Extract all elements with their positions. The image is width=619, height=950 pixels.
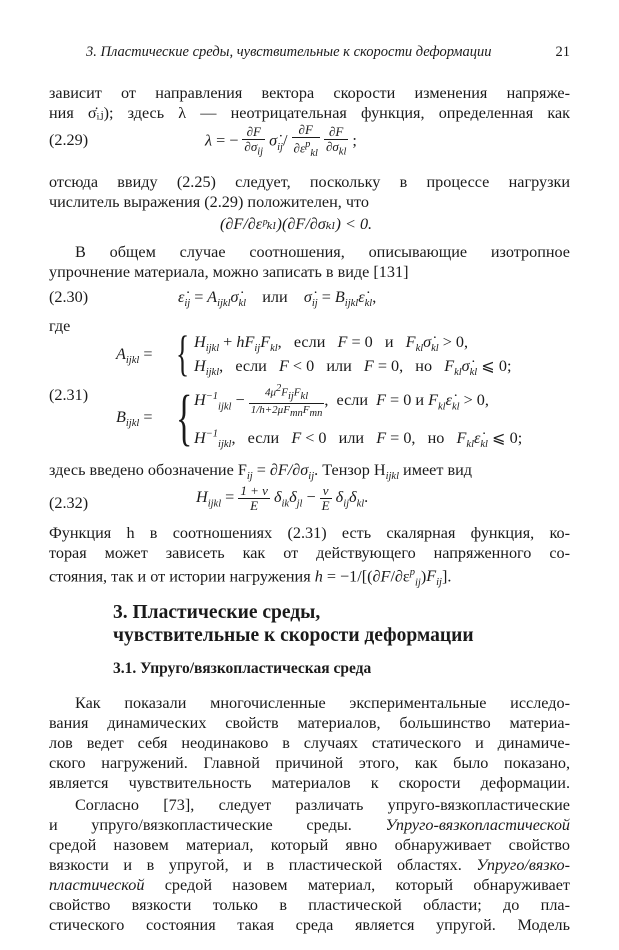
equation-a-lhs: $A_{ijkl}$ = — [116, 345, 153, 367]
equation-2-29: λ = − $\frac{\partial F}{\partial\sigma_{ij}}$ $\sigmȧ_{ij}/$ $\frac{\partial F}{\partial\varepsilon^p_{kl}}$ $\frac{\partial F}{\partial\sigma_{kl}}$ ; — [205, 122, 357, 159]
text-line: пластической средой назовем материал, который обнаруживает — [49, 876, 570, 894]
equation-2-32: $H_{ijkl}$ = $\frac{1 + \nu}{E}$ $\delta_{ik}\delta_{jl}$ − $\frac{\nu}{E}$ $\delta_{ij}\delta_{kl}$. — [196, 483, 369, 513]
equation-number: (2.30) — [49, 288, 89, 306]
text-line: стического состояния такая среда является упругой. Модель — [49, 916, 570, 934]
inequality: (∂F/∂εᵖₖₗ)(∂F/∂σₖₗ) < 0. — [220, 215, 373, 233]
subsection-title: 3.1. Упруго/вязкопластическая среда — [113, 660, 372, 677]
text-line: упрочнение материала, можно записать в виде [131] — [49, 263, 409, 281]
text-line: зависит от направления вектора скорости изменения напряже- — [49, 84, 570, 102]
left-brace: { — [176, 325, 190, 381]
text-line: Как показали многочисленные экспериментальные исследо- — [75, 694, 570, 712]
section-title: 3. Пластические среды, — [113, 602, 321, 623]
text-line: В общем случае соотношения, описывающие изотропное — [75, 243, 570, 261]
text-line: ского нагружений. Главной причиной этого, как было показано, — [49, 754, 570, 772]
running-title: 3. Пластические среды, чувствительные к скорости деформации — [86, 44, 492, 60]
text-line: Согласно [73], следует различать упруго-вязкопластические — [75, 796, 570, 814]
text-line: вязкости и в упругой, и в пластической областях. Упруго/вязко- — [49, 856, 571, 874]
text-line: средой назовем материал, который явно обнаруживает свойство — [49, 836, 570, 854]
word-or: или — [262, 288, 288, 306]
text-line: вания динамических свойств материалов, большинство материа- — [49, 714, 570, 732]
text-line: является чувствительность материалов к скорости деформации. — [49, 774, 570, 792]
text-line: числитель выражения (2.29) положителен, что — [49, 193, 369, 211]
equation-number: (2.32) — [49, 494, 89, 512]
section-title: чувствительные к скорости деформации — [113, 625, 474, 646]
equation-b-case1: $H^{-1}_{ijkl}$ − $\frac{4\mu^2F_{ij}F_{kl}}{1/h+2\mu F_{mn}F_{mn}}$ , если F = 0 и $F_{kl}\varepsiloṅ_{kl} > 0$, — [194, 383, 489, 420]
page-number: 21 — [555, 44, 570, 60]
equation-a-case2: $H_{ijkl}$, если F < 0 или F = 0, но $F_{kl}\sigmȧ_{kl}$ ⩽ 0; — [194, 357, 512, 379]
equation-2-30: $\varepsiloṅ_{ij}$ = $A_{ijkl}\sigmȧ_{kl}$ или $\sigmȧ_{ij}$ = $B_{ijkl}\varepsiloṅ_{kl}$, — [178, 288, 377, 310]
text-line: ния σ̇ᵢⱼ); здесь λ — неотрицательная функция, определенная как — [49, 104, 570, 122]
equation-number: (2.29) — [49, 131, 89, 149]
equation-b-case2: $H^{-1}_{ijkl}$, если F < 0 или F = 0, но $F_{kl}\varepsiloṅ_{kl}$ ⩽ 0; — [194, 428, 523, 451]
text-line: свойство вязкости только в пластической области; до пла- — [49, 896, 570, 914]
text-line: Функция h в соотношениях (2.31) есть скалярная функция, ко- — [49, 524, 570, 542]
text-line: торая может зависеть как от действующего напряженного со- — [49, 544, 570, 562]
equation-b-lhs: $B_{ijkl}$ = — [116, 408, 153, 430]
equation-a-case1: $H_{ijkl} + hF_{ij}F_{kl}$, если F = 0 и $F_{kl}\sigmȧ_{kl} > 0$, — [194, 333, 469, 355]
text-line: здесь введено обозначение $F_{ij} = \partial F/\partial\sigma_{ij}$. Тензор $H_{ijkl}$ имеет вид — [49, 461, 472, 483]
text-line: где — [49, 317, 71, 335]
text-line: отсюда ввиду (2.25) следует, поскольку в процессе нагрузки — [49, 173, 570, 191]
left-brace: { — [176, 384, 193, 452]
running-header — [86, 44, 570, 61]
text-line: стояния, так и от истории нагружения $h = -1/[(\partial F/\partial\varepsilon^p_{ij})F_{ij}]$. — [49, 567, 452, 589]
text-line: лов ведет себя неодинаково в случаях статического и динамиче- — [49, 734, 570, 752]
text-line: и упруго/вязкопластические среды. Упруго-вязкопластической — [49, 816, 571, 834]
equation-number: (2.31) — [49, 386, 89, 404]
